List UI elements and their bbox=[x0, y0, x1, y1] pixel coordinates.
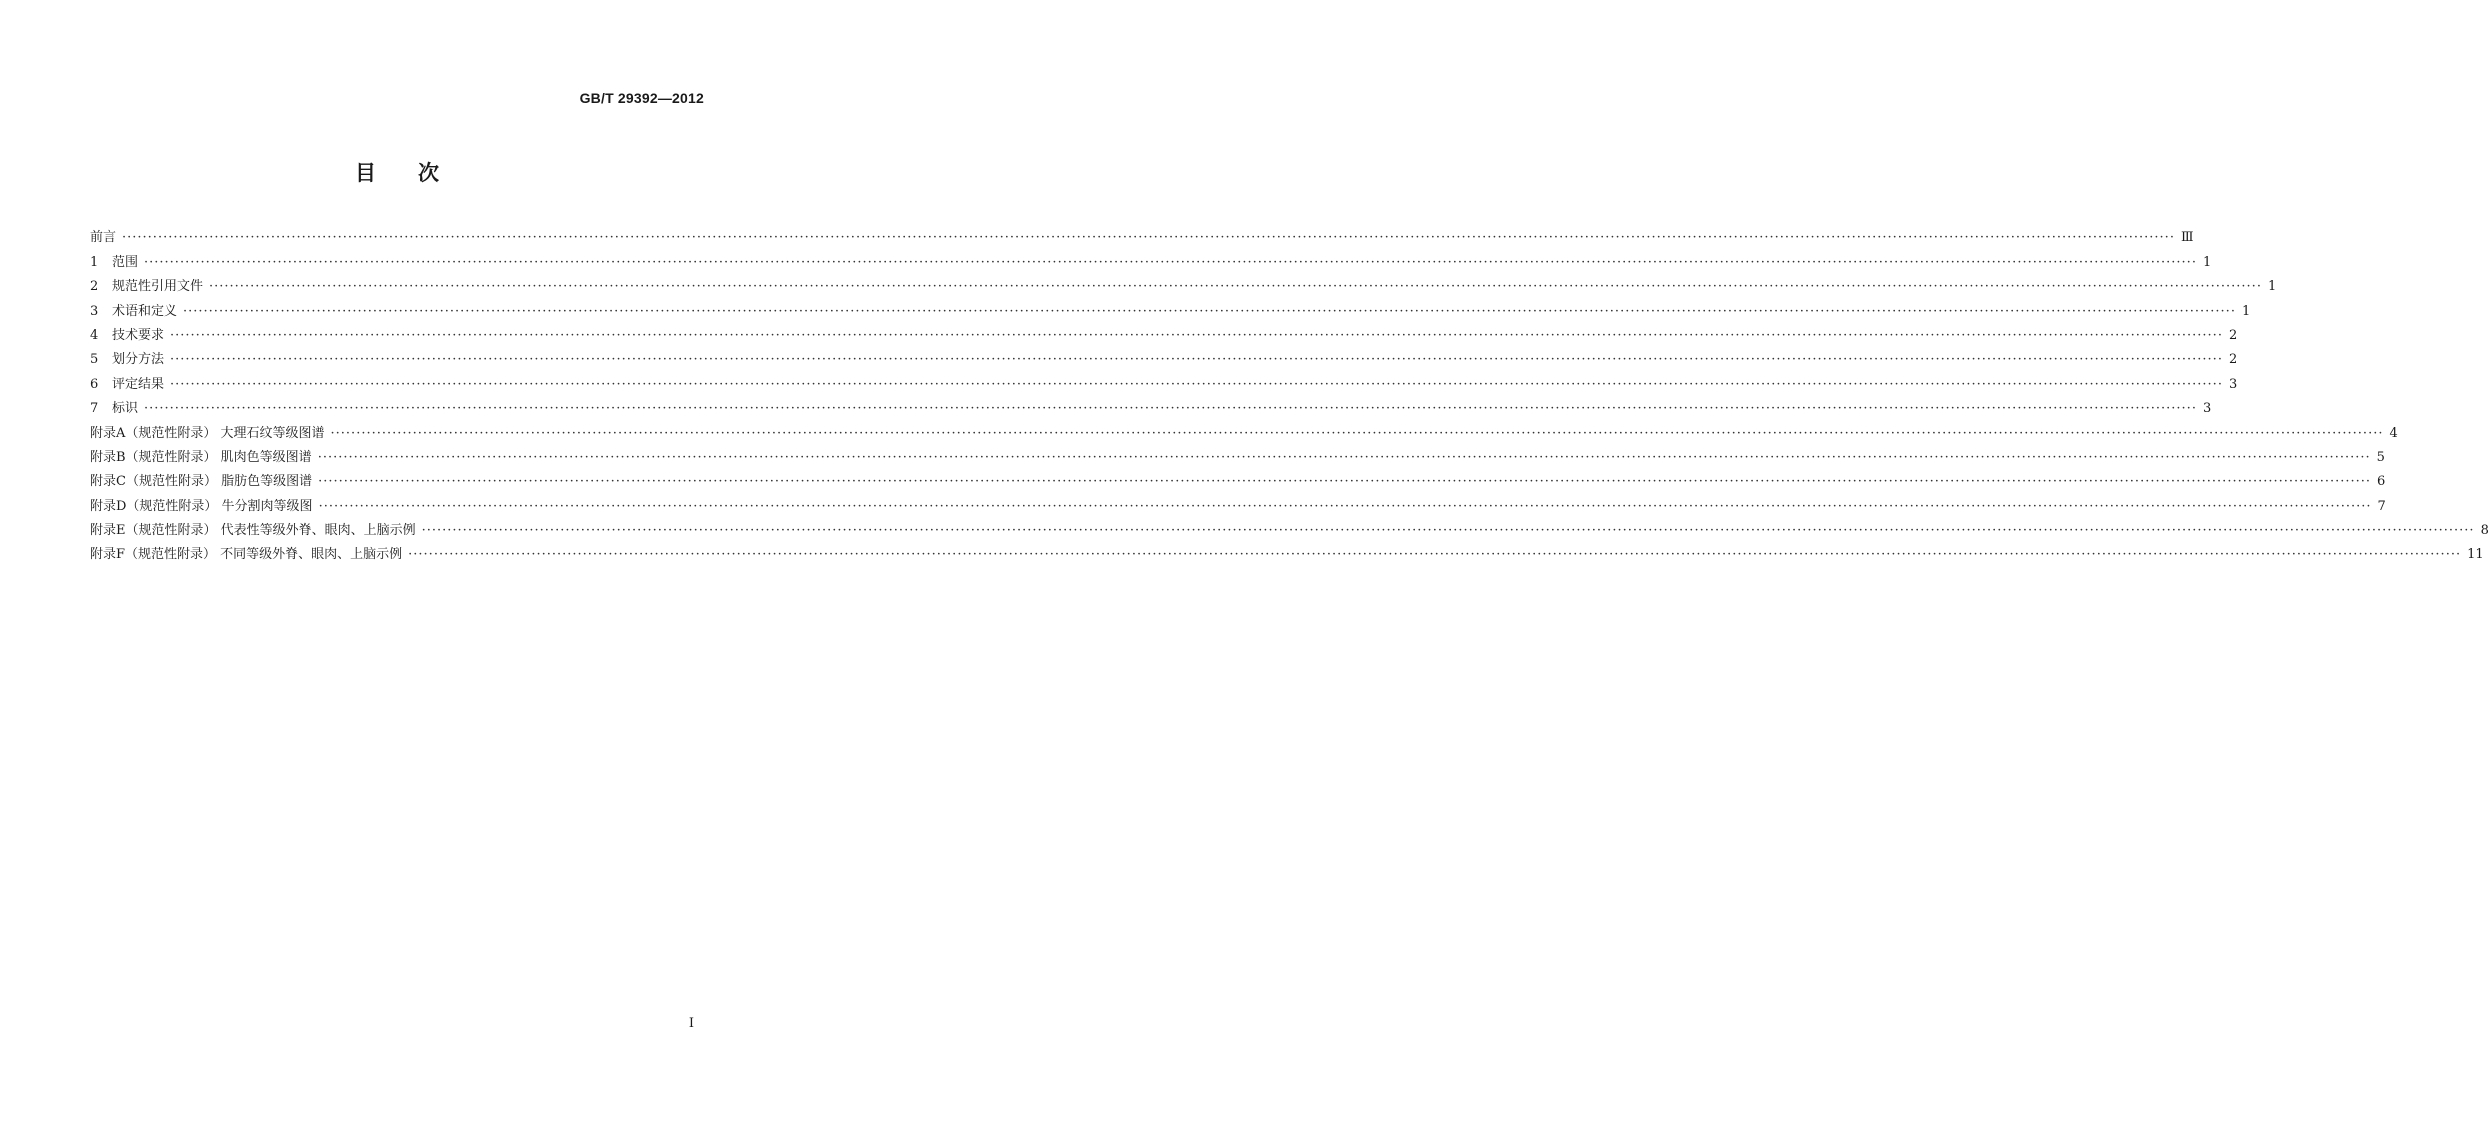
toc-entry-label bbox=[90, 352, 170, 368]
toc-entry-page: 3 bbox=[2202, 401, 2212, 417]
toc-leader-dots: ················································································································································································································································································································································································································ bbox=[318, 474, 2372, 490]
toc-entry[interactable] bbox=[90, 320, 2238, 344]
toc-entry[interactable] bbox=[90, 295, 2251, 319]
toc-leader-dots: ················································································································································································································································································································································································································ bbox=[170, 352, 2223, 368]
toc-leader-dots: ················································································································································································································································································································································································································ bbox=[144, 401, 2197, 417]
toc-entry-page: 2 bbox=[2228, 352, 2238, 368]
toc-entry[interactable] bbox=[90, 490, 2386, 514]
toc-entry-number: 5 bbox=[90, 352, 99, 368]
toc-entry-title: 范围 bbox=[112, 254, 139, 270]
toc-entry-page: 1 bbox=[2267, 279, 2277, 295]
toc-entry[interactable] bbox=[90, 271, 2277, 295]
toc-entry-page: 3 bbox=[2228, 376, 2238, 392]
toc-leader-dots: ················································································································································································································································································································································································································ bbox=[330, 425, 2384, 441]
toc-entry-title: 技术要求 bbox=[112, 327, 165, 343]
toc-entry-title: 附录C（规范性附录） 脂肪色等级图谱 bbox=[90, 474, 313, 490]
toc-entry-page: 7 bbox=[2377, 498, 2386, 514]
toc-entry-title: 划分方法 bbox=[112, 352, 165, 368]
page-title: 目次 bbox=[355, 161, 481, 185]
toc-entry-label bbox=[90, 450, 318, 466]
toc-entry-number: 3 bbox=[90, 303, 99, 319]
toc-entry[interactable] bbox=[90, 246, 2212, 270]
table-of-contents bbox=[90, 222, 2489, 563]
toc-entry-label bbox=[90, 255, 144, 271]
toc-entry-number: 1 bbox=[90, 254, 99, 270]
toc-entry-page: 2 bbox=[2228, 327, 2238, 343]
toc-entry-page: 8 bbox=[2480, 523, 2489, 539]
toc-entry[interactable] bbox=[90, 466, 2386, 490]
standard-number: GB/T 29392—2012 bbox=[579, 90, 704, 106]
toc-entry-page: 1 bbox=[2241, 303, 2251, 319]
toc-entry[interactable] bbox=[90, 368, 2238, 392]
toc-entry-label bbox=[90, 426, 331, 442]
toc-entry-label bbox=[90, 279, 209, 295]
toc-entry-number: 4 bbox=[90, 327, 99, 343]
toc-entry-title: 标识 bbox=[112, 401, 139, 417]
toc-entry-title: 附录D（规范性附录） 牛分割肉等级图 bbox=[90, 498, 313, 514]
toc-leader-dots: ················································································································································································································································································································································································································ bbox=[170, 327, 2223, 343]
toc-entry[interactable] bbox=[90, 393, 2212, 417]
toc-entry-page: 1 bbox=[2202, 254, 2212, 270]
toc-leader-dots: ················································································································································································································································································································································································································ bbox=[408, 547, 2462, 563]
toc-entry-label bbox=[90, 523, 422, 539]
toc-entry-label bbox=[90, 304, 183, 320]
toc-entry-title: 附录E（规范性附录） 代表性等级外脊、眼肉、上脑示例 bbox=[90, 523, 416, 539]
toc-leader-dots: ················································································································································································································································································································································································································ bbox=[318, 498, 2372, 514]
toc-entry-page: 5 bbox=[2376, 449, 2385, 465]
toc-entry-number: 6 bbox=[90, 376, 99, 392]
toc-entry-label bbox=[90, 474, 318, 490]
toc-leader-dots: ················································································································································································································································································································································································································ bbox=[317, 449, 2371, 465]
toc-entry-title: 附录A（规范性附录） 大理石纹等级图谱 bbox=[90, 425, 325, 441]
toc-leader-dots: ················································································································································································································································································································································································································ bbox=[122, 230, 2175, 246]
page-number: I bbox=[688, 1016, 694, 1031]
toc-entry-page: 6 bbox=[2377, 474, 2386, 490]
toc-leader-dots: ················································································································································································································································································································································································································ bbox=[209, 279, 2262, 295]
toc-leader-dots: ················································································································································································································································································································································································································ bbox=[170, 376, 2223, 392]
toc-entry[interactable] bbox=[90, 515, 2489, 539]
toc-leader-dots: ················································································································································································································································································································································································································ bbox=[183, 303, 2236, 319]
toc-entry[interactable] bbox=[90, 417, 2398, 441]
toc-entry-label bbox=[90, 499, 319, 515]
toc-entry-number: 2 bbox=[90, 279, 99, 295]
toc-leader-dots: ················································································································································································································································································································································································································ bbox=[421, 523, 2475, 539]
toc-entry[interactable] bbox=[90, 442, 2385, 466]
toc-leader-dots: ················································································································································································································································································································································································································ bbox=[144, 254, 2197, 270]
toc-entry-label bbox=[90, 401, 144, 417]
toc-entry-title: 评定结果 bbox=[112, 376, 165, 392]
toc-entry[interactable] bbox=[90, 539, 2484, 563]
toc-entry-title: 前言 bbox=[90, 230, 117, 246]
toc-entry-page: 11 bbox=[2467, 547, 2484, 563]
toc-entry-number: 7 bbox=[90, 401, 99, 417]
toc-entry-title: 规范性引用文件 bbox=[112, 279, 204, 295]
toc-entry-page: Ⅲ bbox=[2180, 230, 2194, 246]
toc-entry[interactable] bbox=[90, 222, 2194, 246]
toc-entry-label bbox=[90, 230, 122, 246]
toc-entry-label bbox=[90, 377, 170, 393]
toc-entry-title: 术语和定义 bbox=[112, 303, 178, 319]
toc-entry-page: 4 bbox=[2389, 425, 2398, 441]
toc-entry-label bbox=[90, 547, 408, 563]
toc-entry-label bbox=[90, 328, 170, 344]
toc-entry-title: 附录B（规范性附录） 肌肉色等级图谱 bbox=[90, 449, 312, 465]
toc-entry[interactable] bbox=[90, 344, 2238, 368]
toc-entry-title: 附录F（规范性附录） 不同等级外脊、眼肉、上脑示例 bbox=[90, 547, 403, 563]
